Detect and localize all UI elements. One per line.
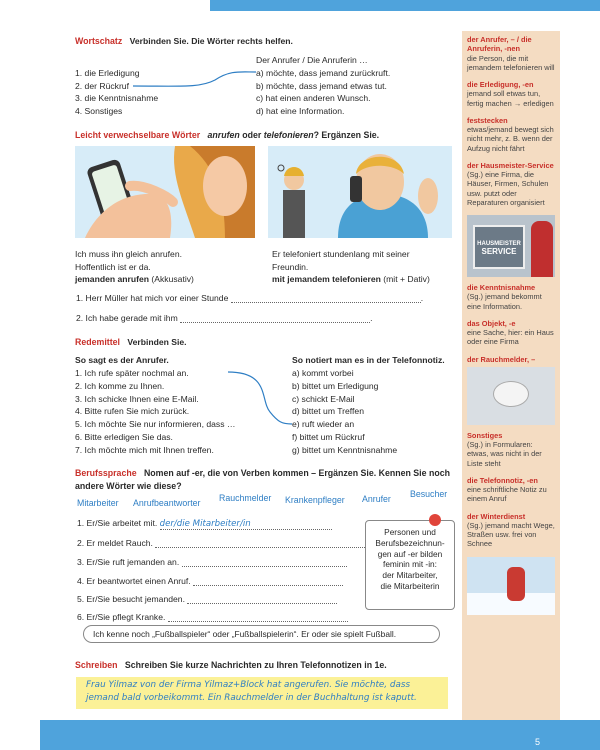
service-sign: HAUSMEISTER SERVICE bbox=[473, 225, 525, 269]
list-item: 6. Bitte erledigen Sie das. bbox=[75, 431, 173, 442]
sidebar-entry-telefonnotiz: die Telefonnotiz, -en eine schriftliche Notiz zu einem Anruf bbox=[467, 475, 547, 504]
grammar-note-box: Personen und Berufsbezeichnun- gen auf -er bilden feminin mit -in: der Mitarbeiter, die Mitarbeiterin bbox=[365, 520, 455, 610]
wortschatz-heading: Wortschatz Verbinden Sie. Die Wörter rechts helfen. bbox=[75, 36, 293, 46]
leicht-question-1: 1. Herr Müller hat mich vor einer Stunde . bbox=[76, 293, 424, 303]
winter-service-photo bbox=[467, 557, 555, 615]
answer-blank[interactable] bbox=[193, 577, 343, 586]
answer-blank[interactable] bbox=[182, 558, 347, 567]
list-item: 2. der Rückruf bbox=[75, 80, 129, 91]
speech-bubble: Ich kenne noch „Fußballspieler“ oder „Fußballspielerin“. Er oder sie spielt Fußball. bbox=[83, 625, 440, 643]
beruf-item-1: 1. Er/Sie arbeitet mit. der/die Mitarbeiter/in bbox=[77, 518, 332, 530]
redemittel-heading: Redemittel Verbinden Sie. bbox=[75, 337, 187, 347]
list-item: 3. die Kenntnisnahme bbox=[75, 93, 159, 104]
list-item: a) möchte, dass jemand zurückruft. bbox=[256, 68, 391, 78]
wortschatz-right-header: Der Anrufer / Die Anruferin … bbox=[256, 55, 368, 65]
sidebar-entry-winterdienst: der Winterdienst (Sg.) jemand macht Wege, Straßen usw. frei von Schnee bbox=[467, 511, 555, 549]
hausmeister-service-photo bbox=[467, 215, 555, 277]
telefonieren-explanation: Er telefoniert stundenlang mit seiner Freundin. mit jemandem telefonieren (mit + Dativ) bbox=[272, 249, 430, 285]
list-item: a) kommt vorbei bbox=[292, 368, 354, 378]
word-bank-anrufer: Anrufer bbox=[362, 494, 391, 504]
list-item: 4. Sonstiges bbox=[75, 105, 123, 116]
sidebar-entry-kenntnisnahme: die Kenntnisnahme (Sg.) jemand bekommt eine Information. bbox=[467, 283, 542, 311]
redemittel-left-header: So sagt es der Anrufer. bbox=[75, 355, 169, 365]
sidebar-entry-objekt: das Objekt, -e eine Sache, hier: ein Haus oder eine Firma bbox=[467, 318, 554, 347]
handwritten-answer-1: der/die Mitarbeiter/in bbox=[160, 519, 332, 530]
word-bank-krankenpfleger: Krankenpfleger bbox=[285, 495, 345, 505]
list-item: 1. die Erledigung bbox=[75, 68, 140, 78]
list-item: 3. Ich schicke Ihnen eine E-Mail. bbox=[75, 393, 199, 404]
smiley-icon bbox=[429, 514, 441, 526]
list-item: 1. Ich rufe später nochmal an. bbox=[75, 368, 189, 378]
word-bank-anrufbeantworter: Anrufbeantworter bbox=[133, 498, 201, 508]
list-item: c) schickt E-Mail bbox=[292, 393, 355, 404]
worker-figure bbox=[531, 221, 553, 277]
list-item: f) bittet um Rückruf bbox=[292, 431, 365, 442]
sidebar-entry-erledigung: die Erledigung, -en jemand soll etwas tun, fertig machen → erledigen bbox=[467, 80, 554, 108]
page-number: 5 bbox=[534, 737, 540, 747]
beruf-item-4: 4. Er beantwortet einen Anruf. bbox=[77, 576, 343, 586]
list-item: 5. Ich möchte Sie nur informieren, dass … bbox=[75, 419, 236, 430]
list-item: 4. Bitte rufen Sie mich zurück. bbox=[75, 406, 190, 417]
berufssprache-heading: Berufssprache Nomen auf -er, die von Verben kommen – Ergänzen Sie. Kennen Sie noch andere Wörter wie diese? bbox=[75, 468, 450, 491]
list-item: e) ruft wieder an bbox=[292, 419, 355, 430]
snow-shoveler-figure bbox=[507, 567, 525, 601]
sidebar-entry-anrufer: der Anrufer, – / die Anruferin, -nen die Person, die mit jemandem telefonieren will bbox=[467, 35, 555, 72]
list-item: c) hat einen anderen Wunsch. bbox=[256, 93, 371, 104]
list-item: g) bittet um Kenntnisnahme bbox=[292, 444, 398, 455]
smoke-detector-photo bbox=[467, 367, 555, 425]
list-item: 2. Ich komme zu Ihnen. bbox=[75, 380, 165, 391]
leicht-question-2: 2. Ich habe gerade mit ihm . bbox=[76, 313, 373, 323]
word-bank-rauchmelder: Rauchmelder bbox=[219, 493, 272, 503]
anrufen-explanation: Ich muss ihn gleich anrufen. Hoffentlich ist er da. jemanden anrufen (Akkusativ) bbox=[75, 249, 194, 285]
sidebar-entry-rauchmelder: der Rauchmelder, – bbox=[467, 354, 536, 364]
beruf-item-5: 5. Er/Sie besucht jemanden. bbox=[77, 594, 337, 604]
answer-blank[interactable] bbox=[155, 539, 365, 548]
leicht-heading: Leicht verwechselbare Wörter anrufen oder telefonieren? Ergänzen Sie. bbox=[75, 130, 380, 140]
redemittel-right-header: So notiert man es in der Telefonnotiz. bbox=[292, 355, 445, 365]
vocabulary-sidebar bbox=[462, 31, 560, 720]
word-bank-mitarbeiter: Mitarbeiter bbox=[77, 498, 119, 508]
answer-blank[interactable] bbox=[168, 613, 348, 622]
beruf-item-6: 6. Er/Sie pflegt Kranke. bbox=[77, 612, 348, 622]
answer-blank[interactable] bbox=[187, 595, 337, 604]
sidebar-entry-sonstiges: Sonstiges (Sg.) in Formularen: etwas, was nicht in der Liste steht bbox=[467, 430, 542, 468]
smoke-detector-icon bbox=[493, 381, 529, 407]
list-item: d) bittet um Treffen bbox=[292, 406, 364, 417]
word-bank-besucher: Besucher bbox=[410, 489, 448, 499]
handwritten-note: Frau Yilmaz von der Firma Yilmaz+Block hat angerufen. Sie möchte, dass jemand bald vorbeikommt. Ein Rauchmelder in der Buchhaltung ist kaputt. bbox=[76, 677, 448, 709]
list-item: d) hat eine Information. bbox=[256, 105, 345, 116]
sidebar-entry-feststecken: feststecken etwas/jemand bewegt sich nicht mehr, z. B. wenn der Aufzug nicht fährt bbox=[467, 115, 554, 153]
sidebar-entry-hausmeister: der Hausmeister-Service (Sg.) eine Firma, die Häuser, Firmen, Schulen usw. putzt oder Reparaturen organisiert bbox=[467, 160, 554, 207]
list-item: b) bittet um Erledigung bbox=[292, 380, 379, 391]
schreiben-heading: Schreiben Schreiben Sie kurze Nachrichten zu Ihren Telefonnotizen in 1e. bbox=[75, 660, 387, 670]
list-item: b) möchte, dass jemand etwas tut. bbox=[256, 80, 387, 91]
beruf-item-3: 3. Er/Sie ruft jemanden an. bbox=[77, 557, 347, 567]
beruf-item-2: 2. Er meldet Rauch. bbox=[77, 538, 365, 548]
list-item: 7. Ich möchte mich mit Ihnen treffen. bbox=[75, 444, 214, 455]
